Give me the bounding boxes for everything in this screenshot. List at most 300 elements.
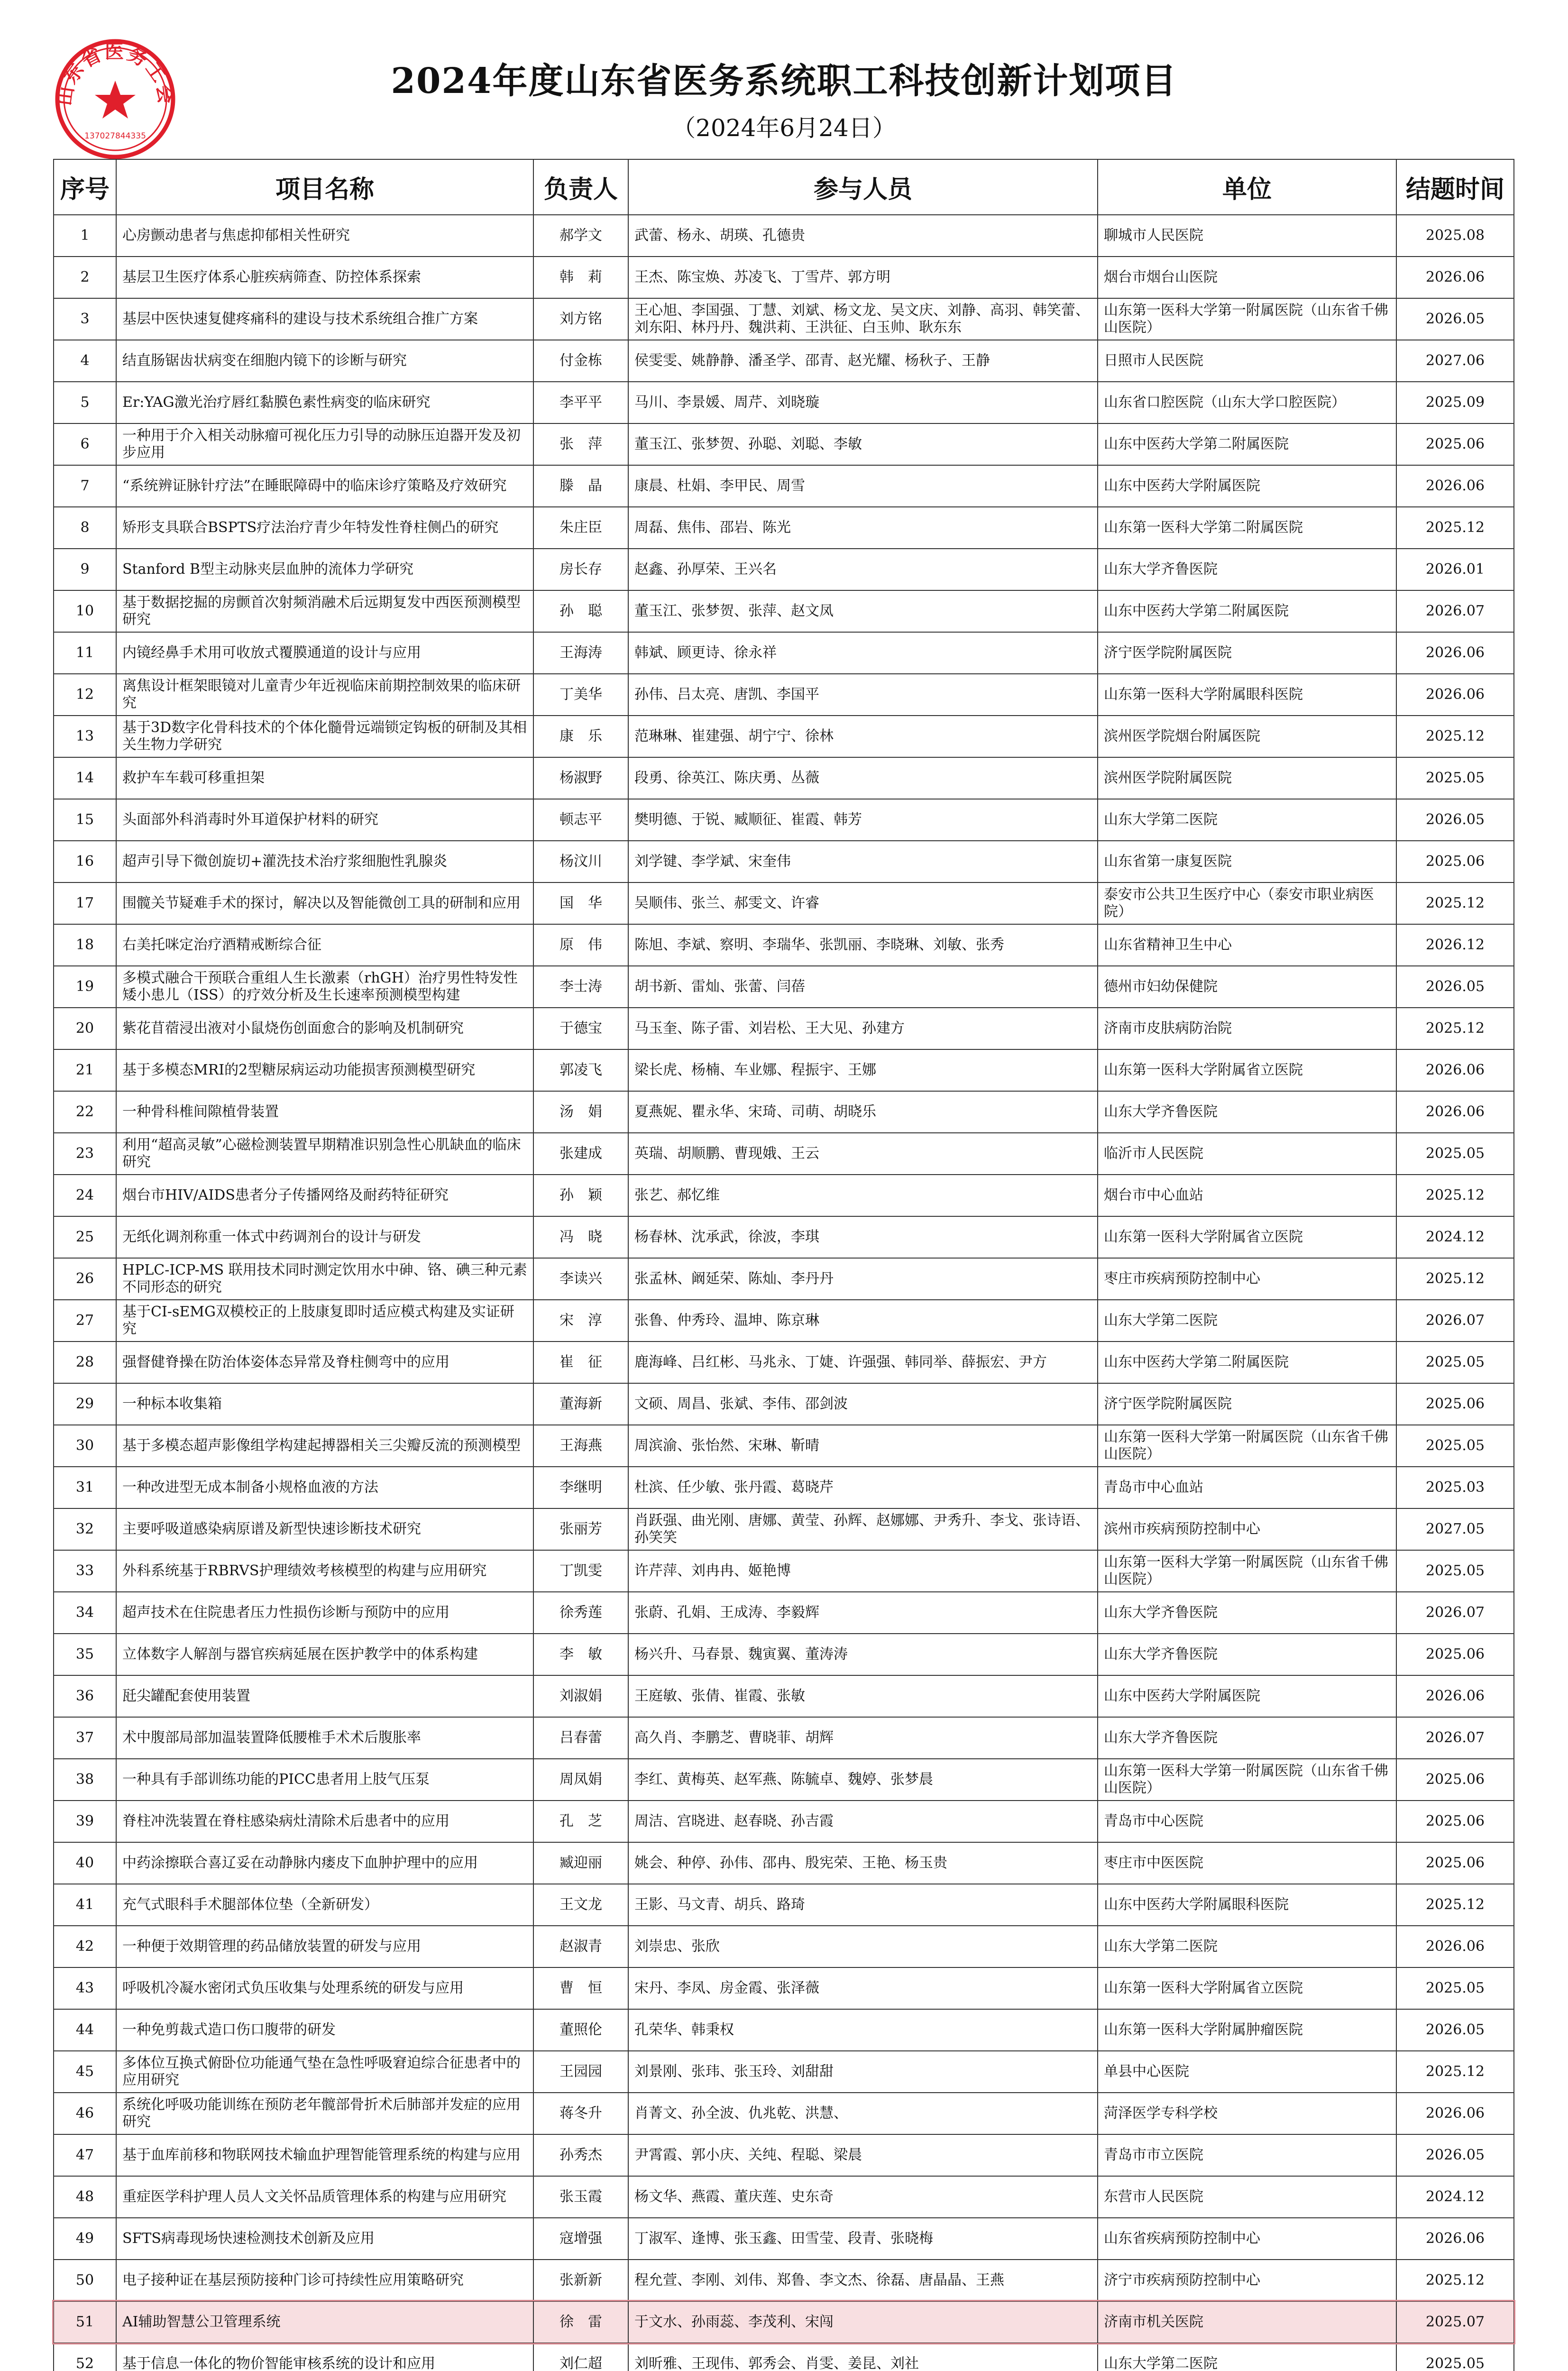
table-row [54,1467,1514,1508]
cell-members: 张鲁、仲秀玲、温坤、陈京琳 [628,1300,1098,1342]
cell-lead: 汤 娟 [533,1091,628,1133]
cell-lead: 张玉霞 [533,2176,628,2218]
cell-no: 27 [54,1300,116,1342]
header-no: 序号 [54,159,116,215]
cell-project-name: 一种骨科椎间隙植骨装置 [116,1091,533,1133]
cell-lead: 崔 征 [533,1342,628,1383]
cell-project-name: Er:YAG激光治疗唇红黏膜色素性病变的临床研究 [116,382,533,423]
table-row [54,1634,1514,1675]
table-row [54,382,1514,423]
cell-unit: 山东省精神卫生中心 [1098,924,1396,966]
cell-lead: 于德宝 [533,1008,628,1049]
header-unit: 单位 [1098,159,1396,215]
cell-unit: 山东大学第二医院 [1098,1300,1396,1342]
cell-unit: 山东大学齐鲁医院 [1098,1091,1396,1133]
cell-lead: 寇增强 [533,2218,628,2260]
cell-no: 18 [54,924,116,966]
cell-members: 丁淑军、逢博、张玉鑫、田雪莹、段青、张晓梅 [628,2218,1098,2260]
cell-date: 2025.06 [1396,841,1514,882]
cell-no: 12 [54,674,116,716]
header-lead: 负责人 [533,159,628,215]
cell-date: 2025.06 [1396,1801,1514,1842]
cell-project-name: 紫花苜蓿浸出液对小鼠烧伤创面愈合的影响及机制研究 [116,1008,533,1049]
cell-lead: 李读兴 [533,1258,628,1300]
cell-no: 33 [54,1550,116,1592]
cell-date: 2025.07 [1396,2301,1514,2343]
cell-date: 2025.12 [1396,1884,1514,1926]
table-row [54,590,1514,632]
table-row [54,2093,1514,2134]
cell-date: 2026.06 [1396,1091,1514,1133]
header-name: 项目名称 [116,159,533,215]
table-row [54,340,1514,382]
cell-no: 37 [54,1717,116,1759]
cell-project-name: 利用“超高灵敏”心磁检测装置早期精准识别急性心肌缺血的临床研究 [116,1133,533,1175]
cell-no: 5 [54,382,116,423]
cell-project-name: 脊柱冲洗装置在脊柱感染病灶清除术后患者中的应用 [116,1801,533,1842]
cell-date: 2026.01 [1396,549,1514,590]
cell-members: 杨春林、沈承武，徐波，李琪 [628,1216,1098,1258]
cell-unit: 山东大学第二医院 [1098,2343,1396,2371]
cell-lead: 李平平 [533,382,628,423]
cell-members: 董玉江、张梦贺、张萍、赵文凤 [628,590,1098,632]
cell-no: 20 [54,1008,116,1049]
cell-project-name: 一种用于介入相关动脉瘤可视化压力引导的动脉压迫器开发及初步应用 [116,423,533,465]
cell-no: 48 [54,2176,116,2218]
cell-unit: 枣庄市疾病预防控制中心 [1098,1258,1396,1300]
cell-date: 2026.07 [1396,590,1514,632]
cell-date: 2025.12 [1396,1175,1514,1216]
cell-no: 26 [54,1258,116,1300]
cell-members: 王心旭、李国强、丁慧、刘斌、杨文龙、吴文庆、刘静、高羽、韩笑蕾、刘东阳、林丹丹、魏洪莉、王洪征、白玉帅、耿东东 [628,298,1098,340]
cell-unit: 青岛市中心血站 [1098,1467,1396,1508]
cell-date: 2025.06 [1396,423,1514,465]
cell-unit: 东营市人民医院 [1098,2176,1396,2218]
cell-unit: 山东中医药大学附属眼科医院 [1098,1884,1396,1926]
cell-lead: 王文龙 [533,1884,628,1926]
cell-no: 40 [54,1842,116,1884]
document-date: （2024年6月24日） [672,114,896,142]
cell-lead: 朱庄臣 [533,507,628,549]
table-row [54,1091,1514,1133]
cell-date: 2026.07 [1396,1592,1514,1634]
cell-lead: 张新新 [533,2260,628,2301]
cell-no: 25 [54,1216,116,1258]
cell-unit: 济宁医学院附属医院 [1098,632,1396,674]
cell-members: 张孟林、阚延荣、陈灿、李丹丹 [628,1258,1098,1300]
cell-project-name: 矫形支具联合BSPTS疗法治疗青少年特发性脊柱侧凸的研究 [116,507,533,549]
cell-no: 31 [54,1467,116,1508]
cell-project-name: 主要呼吸道感染病原谱及新型快速诊断技术研究 [116,1508,533,1550]
cell-date: 2025.05 [1396,2343,1514,2371]
cell-lead: 李 敏 [533,1634,628,1675]
cell-date: 2025.08 [1396,215,1514,257]
cell-lead: 杨淑野 [533,757,628,799]
cell-unit: 聊城市人民医院 [1098,215,1396,257]
cell-unit: 山东省第一康复医院 [1098,841,1396,882]
cell-lead: 董照伦 [533,2009,628,2051]
cell-lead: 董海新 [533,1383,628,1425]
cell-date: 2027.06 [1396,340,1514,382]
cell-members: 王影、马文青、胡兵、路琦 [628,1884,1098,1926]
cell-project-name: 基于数据挖掘的房颤首次射频消融术后远期复发中西医预测模型研究 [116,590,533,632]
cell-members: 段勇、徐英江、陈庆勇、丛薇 [628,757,1098,799]
cell-project-name: SFTS病毒现场快速检测技术创新及应用 [116,2218,533,2260]
cell-unit: 日照市人民医院 [1098,340,1396,382]
table-row [54,2176,1514,2218]
cell-no: 24 [54,1175,116,1216]
cell-members: 杨兴升、马春景、魏寅翼、董涛涛 [628,1634,1098,1675]
cell-no: 30 [54,1425,116,1467]
cell-unit: 泰安市公共卫生医疗中心（泰安市职业病医院） [1098,882,1396,924]
cell-lead: 刘淑娟 [533,1675,628,1717]
header-date: 结题时间 [1396,159,1514,215]
cell-no: 52 [54,2343,116,2371]
cell-date: 2025.05 [1396,1133,1514,1175]
cell-unit: 山东中医药大学第二附属医院 [1098,1342,1396,1383]
cell-lead: 顿志平 [533,799,628,841]
cell-no: 19 [54,966,116,1008]
cell-date: 2025.09 [1396,382,1514,423]
cell-date: 2025.12 [1396,2051,1514,2093]
cell-members: 鹿海峰、吕红彬、马兆永、丁婕、许强强、韩同举、薛振宏、尹方 [628,1342,1098,1383]
cell-project-name: 外科系统基于RBRVS护理绩效考核模型的构建与应用研究 [116,1550,533,1592]
cell-members: 许芹萍、刘冉冉、姬艳博 [628,1550,1098,1592]
cell-members: 陈旭、李斌、察明、李瑞华、张凯丽、李晓琳、刘敏、张秀 [628,924,1098,966]
cell-members: 侯雯雯、姚静静、潘圣学、邵青、赵光耀、杨秋子、王静 [628,340,1098,382]
cell-project-name: 结直肠锯齿状病变在细胞内镜下的诊断与研究 [116,340,533,382]
table-header-row [54,159,1514,215]
cell-members: 马玉奎、陈子雷、刘岩松、王大见、孙建方 [628,1008,1098,1049]
cell-no: 16 [54,841,116,882]
cell-no: 11 [54,632,116,674]
cell-lead: 张丽芳 [533,1508,628,1550]
cell-members: 孔荣华、韩秉权 [628,2009,1098,2051]
cell-lead: 原 伟 [533,924,628,966]
cell-members: 刘昕雅、王现伟、郭秀会、肖雯、姜昆、刘社 [628,2343,1098,2371]
cell-members: 刘崇忠、张欣 [628,1926,1098,1967]
cell-members: 英瑞、胡顺鹏、曹现娥、王云 [628,1133,1098,1175]
table-row [54,2134,1514,2176]
cell-lead: 郭凌飞 [533,1049,628,1091]
cell-members: 周洁、宫晓进、赵春晓、孙吉霞 [628,1801,1098,1842]
cell-lead: 刘方铭 [533,298,628,340]
cell-lead: 周凤娟 [533,1759,628,1801]
cell-no: 38 [54,1759,116,1801]
cell-unit: 山东第一医科大学附属省立医院 [1098,1216,1396,1258]
table-row [54,2301,1514,2343]
table-row [54,966,1514,1008]
cell-members: 董玉江、张梦贺、孙聪、刘聪、李敏 [628,423,1098,465]
cell-date: 2025.05 [1396,1342,1514,1383]
cell-members: 李红、黄梅英、赵军燕、陈毓卓、魏婷、张梦晨 [628,1759,1098,1801]
cell-date: 2026.05 [1396,966,1514,1008]
cell-date: 2025.05 [1396,1550,1514,1592]
table-row [54,1842,1514,1884]
cell-members: 周磊、焦伟、邵岩、陈光 [628,507,1098,549]
cell-project-name: 一种具有手部训练功能的PICC患者用上肢气压泵 [116,1759,533,1801]
cell-lead: 孔 芝 [533,1801,628,1842]
cell-members: 程允萱、李刚、刘伟、郑鲁、李文杰、徐磊、唐晶晶、王燕 [628,2260,1098,2301]
cell-project-name: 基于血库前移和物联网技术输血护理智能管理系统的构建与应用 [116,2134,533,2176]
table-row [54,1216,1514,1258]
table-row [54,1175,1514,1216]
table-row [54,1258,1514,1300]
table-row [54,674,1514,716]
cell-date: 2025.12 [1396,2260,1514,2301]
cell-unit: 山东大学齐鲁医院 [1098,1592,1396,1634]
cell-date: 2026.06 [1396,674,1514,716]
cell-date: 2025.05 [1396,1425,1514,1467]
cell-unit: 山东第一医科大学附属肿瘤医院 [1098,2009,1396,2051]
cell-lead: 孙 颖 [533,1175,628,1216]
cell-no: 6 [54,423,116,465]
cell-lead: 王海涛 [533,632,628,674]
cell-lead: 张建成 [533,1133,628,1175]
cell-unit: 滨州市疾病预防控制中心 [1098,1508,1396,1550]
cell-date: 2026.06 [1396,257,1514,298]
cell-unit: 山东中医药大学第二附属医院 [1098,423,1396,465]
cell-unit: 山东第一医科大学附属省立医院 [1098,1967,1396,2009]
cell-project-name: 强督健脊操在防治体姿体态异常及脊柱侧弯中的应用 [116,1342,533,1383]
table-row [54,2009,1514,2051]
cell-lead: 房长存 [533,549,628,590]
cell-no: 34 [54,1592,116,1634]
seal-number: 137027844335 [84,131,146,141]
cell-no: 46 [54,2093,116,2134]
cell-unit: 山东省疾病预防控制中心 [1098,2218,1396,2260]
cell-lead: 康 乐 [533,716,628,757]
cell-members: 宋丹、李凤、房金霞、张泽薇 [628,1967,1098,2009]
cell-no: 13 [54,716,116,757]
cell-lead: 国 华 [533,882,628,924]
cell-project-name: 超声引导下微创旋切+灌洗技术治疗浆细胞性乳腺炎 [116,841,533,882]
table-row [54,1592,1514,1634]
cell-lead: 臧迎丽 [533,1842,628,1884]
cell-project-name: 围髋关节疑难手术的探讨，解决以及智能微创工具的研制和应用 [116,882,533,924]
cell-project-name: 头面部外科消毒时外耳道保护材料的研究 [116,799,533,841]
cell-date: 2025.12 [1396,1258,1514,1300]
table-row [54,882,1514,924]
cell-project-name: 基于多模态MRI的2型糖尿病运动功能损害预测模型研究 [116,1049,533,1091]
cell-lead: 吕春蕾 [533,1717,628,1759]
cell-lead: 宋 淳 [533,1300,628,1342]
cell-unit: 山东第一医科大学第一附属医院（山东省千佛山医院） [1098,1759,1396,1801]
document-title: 2024年度山东省医务系统职工科技创新计划项目 [391,61,1177,101]
cell-unit: 山东大学齐鲁医院 [1098,549,1396,590]
cell-date: 2026.05 [1396,2009,1514,2051]
cell-unit: 德州市妇幼保健院 [1098,966,1396,1008]
cell-members: 刘学键、李学斌、宋奎伟 [628,841,1098,882]
cell-lead: 徐 雷 [533,2301,628,2343]
cell-unit: 山东第一医科大学第一附属医院（山东省千佛山医院） [1098,1550,1396,1592]
cell-project-name: 重症医学科护理人员人文关怀品质管理体系的构建与应用研究 [116,2176,533,2218]
cell-lead: 曹 恒 [533,1967,628,2009]
table-row [54,841,1514,882]
cell-project-name: 基层卫生医疗体系心脏疾病筛查、防控体系探索 [116,257,533,298]
table-row [54,257,1514,298]
table-row [54,1342,1514,1383]
seal-text: 山东省医务工会 [54,41,177,107]
cell-unit: 济宁市疾病预防控制中心 [1098,2260,1396,2301]
cell-no: 17 [54,882,116,924]
cell-date: 2025.06 [1396,1383,1514,1425]
table-row [54,1717,1514,1759]
cell-members: 康晨、杜娟、李甲民、周雪 [628,465,1098,507]
cell-date: 2026.06 [1396,632,1514,674]
cell-lead: 韩 莉 [533,257,628,298]
cell-no: 44 [54,2009,116,2051]
cell-unit: 山东大学第二医院 [1098,1926,1396,1967]
cell-date: 2025.06 [1396,1634,1514,1675]
cell-members: 杜滨、任少敏、张丹霞、葛晓芹 [628,1467,1098,1508]
cell-no: 3 [54,298,116,340]
cell-members: 马川、李景媛、周芹、刘晓璇 [628,382,1098,423]
cell-date: 2025.03 [1396,1467,1514,1508]
cell-unit: 山东第一医科大学第一附属医院（山东省千佛山医院） [1098,1425,1396,1467]
table-row [54,1675,1514,1717]
cell-project-name: 系统化呼吸功能训练在预防老年髋部骨折术后肺部并发症的应用研究 [116,2093,533,2134]
cell-members: 刘景刚、张玮、张玉玲、刘甜甜 [628,2051,1098,2093]
cell-members: 吴顺伟、张兰、郝雯文、许睿 [628,882,1098,924]
cell-project-name: 心房颤动患者与焦虑抑郁相关性研究 [116,215,533,257]
cell-project-name: 多体位互换式俯卧位功能通气垫在急性呼吸窘迫综合征患者中的应用研究 [116,2051,533,2093]
cell-no: 15 [54,799,116,841]
cell-lead: 蒋冬升 [533,2093,628,2134]
cell-project-name: 术中腹部局部加温装置降低腰椎手术术后腹胀率 [116,1717,533,1759]
cell-lead: 张 萍 [533,423,628,465]
cell-members: 王杰、陈宝焕、苏凌飞、丁雪芹、郭方明 [628,257,1098,298]
cell-unit: 滨州医学院烟台附属医院 [1098,716,1396,757]
cell-unit: 济南市机关医院 [1098,2301,1396,2343]
table-row [54,423,1514,465]
cell-project-name: 烟台市HIV/AIDS患者分子传播网络及耐药特征研究 [116,1175,533,1216]
cell-project-name: “系统辨证脉针疗法”在睡眠障碍中的临床诊疗策略及疗效研究 [116,465,533,507]
cell-no: 51 [54,2301,116,2343]
cell-unit: 青岛市市立医院 [1098,2134,1396,2176]
cell-no: 47 [54,2134,116,2176]
cell-lead: 李继明 [533,1467,628,1508]
cell-lead: 王园园 [533,2051,628,2093]
cell-project-name: 右美托咪定治疗酒精戒断综合征 [116,924,533,966]
cell-no: 10 [54,590,116,632]
cell-project-name: 呼吸机冷凝水密闭式负压收集与处理系统的研发与应用 [116,1967,533,2009]
table-row [54,2218,1514,2260]
table-row [54,632,1514,674]
cell-project-name: 瓩尖罐配套使用装置 [116,1675,533,1717]
table-row [54,2260,1514,2301]
table-row [54,1884,1514,1926]
cell-lead: 滕 晶 [533,465,628,507]
table-row [54,924,1514,966]
cell-lead: 丁凯雯 [533,1550,628,1592]
cell-lead: 冯 晓 [533,1216,628,1258]
cell-date: 2026.07 [1396,1300,1514,1342]
cell-project-name: 基于多模态超声影像组学构建起搏器相关三尖瓣反流的预测模型 [116,1425,533,1467]
table-row [54,757,1514,799]
cell-members: 张蔚、孔娟、王成涛、李毅辉 [628,1592,1098,1634]
cell-unit: 山东第一医科大学附属省立医院 [1098,1049,1396,1091]
cell-unit: 临沂市人民医院 [1098,1133,1396,1175]
table-row [54,1759,1514,1801]
table-row [54,2051,1514,2093]
cell-members: 梁长虎、杨楠、车业娜、程振宇、王娜 [628,1049,1098,1091]
cell-no: 36 [54,1675,116,1717]
cell-project-name: 多模式融合干预联合重组人生长激素（rhGH）治疗男性特发性矮小患儿（ISS）的疗效分析及生长速率预测模型构建 [116,966,533,1008]
table-row [54,1550,1514,1592]
cell-date: 2025.12 [1396,882,1514,924]
cell-project-name: 离焦设计框架眼镜对儿童青少年近视临床前期控制效果的临床研究 [116,674,533,716]
header-members: 参与人员 [628,159,1098,215]
cell-date: 2027.05 [1396,1508,1514,1550]
cell-unit: 滨州医学院附属医院 [1098,757,1396,799]
table-row [54,799,1514,841]
cell-unit: 山东省口腔医院（山东大学口腔医院） [1098,382,1396,423]
cell-lead: 赵淑青 [533,1926,628,1967]
cell-date: 2024.12 [1396,2176,1514,2218]
cell-members: 文硕、周昌、张斌、李伟、邵剑波 [628,1383,1098,1425]
cell-project-name: 基于3D数字化骨科技术的个体化髓骨远端锁定钩板的研制及其相关生物力学研究 [116,716,533,757]
cell-date: 2025.12 [1396,507,1514,549]
cell-members: 樊明德、于锐、臧顺征、崔霞、韩芳 [628,799,1098,841]
table-row [54,507,1514,549]
cell-unit: 山东大学第二医院 [1098,799,1396,841]
cell-unit: 济南市皮肤病防治院 [1098,1008,1396,1049]
cell-unit: 枣庄市中医医院 [1098,1842,1396,1884]
cell-project-name: 中药涂擦联合喜辽妥在动静脉内瘘皮下血肿护理中的应用 [116,1842,533,1884]
cell-no: 8 [54,507,116,549]
cell-lead: 李士涛 [533,966,628,1008]
cell-no: 39 [54,1801,116,1842]
cell-date: 2025.06 [1396,1842,1514,1884]
cell-no: 29 [54,1383,116,1425]
cell-date: 2026.06 [1396,1049,1514,1091]
cell-unit: 山东中医药大学附属医院 [1098,1675,1396,1717]
cell-unit: 烟台市中心血站 [1098,1175,1396,1216]
cell-members: 杨文华、燕霞、董庆莲、史东奇 [628,2176,1098,2218]
cell-lead: 杨汶川 [533,841,628,882]
cell-lead: 刘仁超 [533,2343,628,2371]
table-row [54,1967,1514,2009]
cell-project-name: 救护车车载可移重担架 [116,757,533,799]
cell-no: 14 [54,757,116,799]
table-row [54,1801,1514,1842]
cell-date: 2026.05 [1396,2134,1514,2176]
cell-project-name: 基层中医快速复健疼痛科的建设与技术系统组合推广方案 [116,298,533,340]
table-row [54,1926,1514,1967]
cell-date: 2025.06 [1396,1759,1514,1801]
table-row [54,215,1514,257]
cell-date: 2026.06 [1396,1675,1514,1717]
cell-members: 赵鑫、孙厚荣、王兴名 [628,549,1098,590]
cell-project-name: 一种便于效期管理的药品储放装置的研发与应用 [116,1926,533,1967]
cell-date: 2025.05 [1396,1967,1514,2009]
cell-project-name: 内镜经鼻手术用可收放式覆膜通道的设计与应用 [116,632,533,674]
cell-members: 韩斌、顾更诗、徐永祥 [628,632,1098,674]
cell-lead: 郝学文 [533,215,628,257]
cell-no: 43 [54,1967,116,2009]
cell-lead: 孙 聪 [533,590,628,632]
cell-lead: 孙秀杰 [533,2134,628,2176]
table-row [54,549,1514,590]
cell-no: 1 [54,215,116,257]
table-row [54,1008,1514,1049]
cell-members: 肖菁文、孙全波、仇兆乾、洪慧、 [628,2093,1098,2134]
cell-project-name: 基于信息一体化的物价智能审核系统的设计和应用 [116,2343,533,2371]
cell-members: 肖跃强、曲光刚、唐娜、黄莹、孙辉、赵娜娜、尹秀升、李戈、张诗语、孙笑笑 [628,1508,1098,1550]
cell-members: 姚会、种停、孙伟、邵冉、殷宪荣、王艳、杨玉贵 [628,1842,1098,1884]
cell-date: 2025.12 [1396,716,1514,757]
